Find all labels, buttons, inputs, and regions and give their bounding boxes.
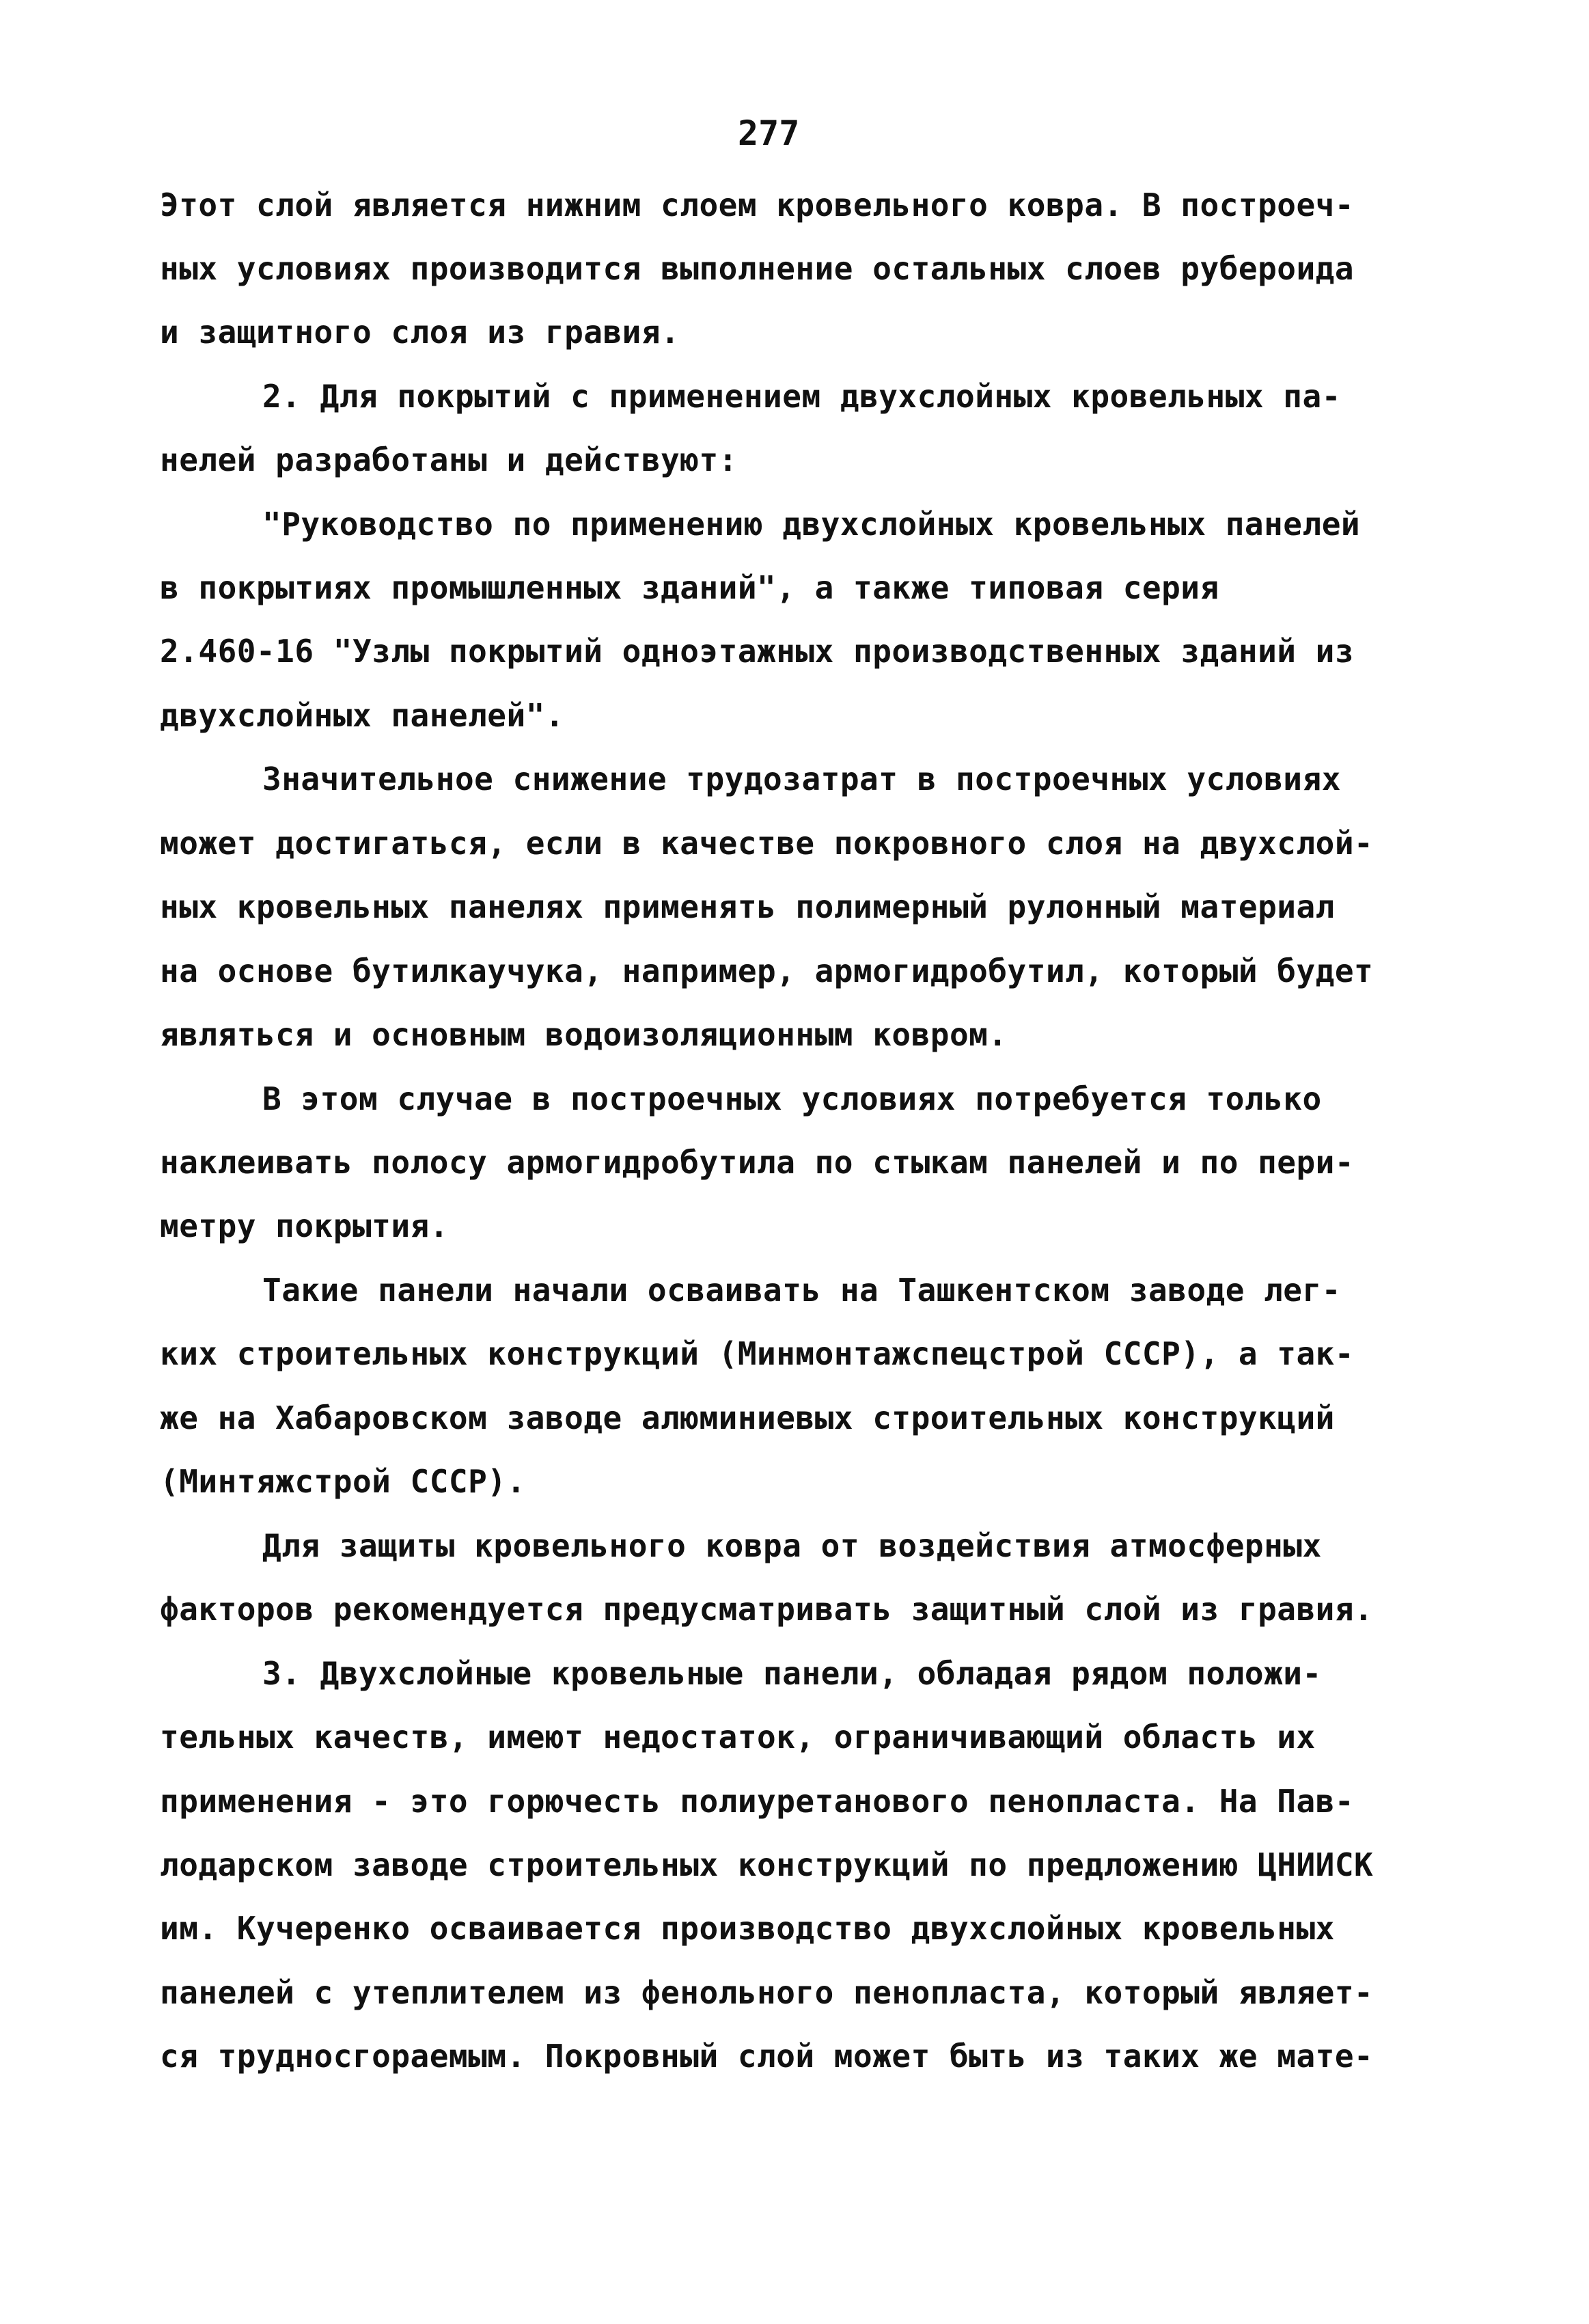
text-line: В этом случае в построечных условиях потребуется только <box>262 1080 1322 1117</box>
text-line: являться и основным водоизоляционным ковром. <box>160 1016 1008 1053</box>
text-line: панелей с утеплителем из фенольного пенопласта, который являет- <box>160 1974 1374 2011</box>
text-line: 2. Для покрытий с применением двухслойных кровельных па- <box>262 378 1341 415</box>
page-number: 277 <box>738 113 800 153</box>
text-line: факторов рекомендуется предусматривать защитный слой из гравия. <box>160 1591 1374 1628</box>
text-line: "Руководство по применению двухслойных кровельных панелей <box>262 506 1361 543</box>
text-line: (Минтяжстрой СССР). <box>160 1463 526 1500</box>
text-line: 3. Двухслойные кровельные панели, обладая рядом положи- <box>262 1655 1322 1692</box>
text-line: и защитного слоя из гравия. <box>160 314 680 351</box>
text-line: лодарском заводе строительных конструкций по предложению ЦНИИСК <box>160 1846 1374 1883</box>
text-line: применения - это горючесть полиуретанового пенопласта. На Пав- <box>160 1783 1355 1820</box>
text-line: Для защиты кровельного ковра от воздействия атмосферных <box>262 1527 1322 1564</box>
text-line: им. Кучеренко осваивается производство двухслойных кровельных <box>160 1910 1335 1947</box>
text-line: Значительное снижение трудозатрат в построечных условиях <box>262 761 1341 797</box>
text-line: метру покрытия. <box>160 1207 449 1244</box>
text-line: ных кровельных панелях применять полимерный рулонный материал <box>160 888 1335 925</box>
text-line: может достигаться, если в качестве покровного слоя на двухслой- <box>160 825 1374 862</box>
text-line: тельных качеств, имеют недостаток, ограничивающий область их <box>160 1719 1316 1755</box>
text-line: 2.460-16 "Узлы покрытий одноэтажных производственных зданий из <box>160 633 1355 670</box>
text-line: ся трудносгораемым. Покровный слой может быть из таких же мате- <box>160 2038 1374 2075</box>
text-line: же на Хабаровском заводе алюминиевых строительных конструкций <box>160 1399 1335 1436</box>
text-line: нелей разработаны и действуют: <box>160 441 738 478</box>
text-line: Такие панели начали осваивать на Ташкентском заводе лег- <box>262 1272 1341 1309</box>
text-line: ных условиях производится выполнение остальных слоев рубероида <box>160 250 1355 287</box>
text-line: в покрытиях промышленных зданий", а также типовая серия <box>160 569 1219 606</box>
text-line: Этот слой является нижним слоем кровельного ковра. В построеч- <box>160 187 1355 223</box>
text-line: наклеивать полосу армогидробутила по стыкам панелей и по пери- <box>160 1144 1355 1181</box>
text-line: на основе бутилкаучука, например, армогидробутил, который будет <box>160 953 1374 989</box>
text-line: ких строительных конструкций (Минмонтажспецстрой СССР), а так- <box>160 1335 1355 1372</box>
text-line: двухслойных панелей". <box>160 697 565 734</box>
